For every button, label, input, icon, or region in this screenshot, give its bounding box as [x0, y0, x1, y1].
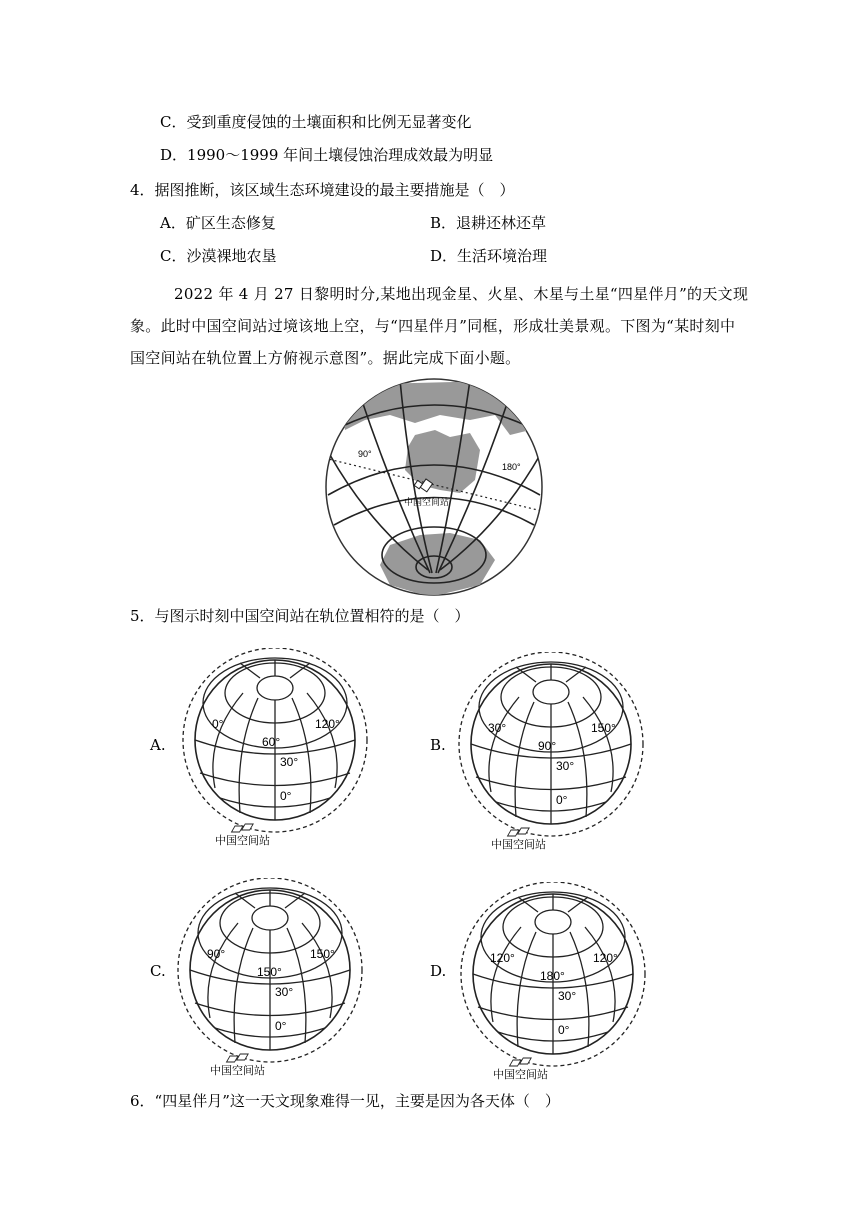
q3-option-c: C．受到重度侵蚀的土壤面积和比例无显著变化: [160, 113, 472, 131]
q4-option-c: C．沙漠裸地农垦: [160, 247, 277, 265]
lat-label-30: 30°: [556, 759, 575, 773]
main-globe-figure: [320, 375, 550, 597]
lat-label-30: 30°: [558, 989, 577, 1003]
option-globe: [180, 648, 370, 848]
passage: 2022 年 4 月 27 日黎明时分,某地出现金星、火星、木星与土星“四星伴月”的天文现象。此时中国空间站过境该地上空，与“四星伴月”同框，形成壮美景观。下图为“某时刻中国空间站在轨位置上方俯视示意图”。据此完成下面小题。: [130, 285, 749, 367]
lat-label-0: 0°: [280, 789, 292, 803]
lat-label-30: 30°: [280, 755, 299, 769]
lat-label-0: 0°: [275, 1019, 287, 1033]
q4-option-b: B．退耕还林还草: [430, 214, 547, 232]
lon-label-center: 60°: [262, 735, 281, 749]
option-letter: C.: [150, 962, 166, 980]
lon-label-right: 120°: [593, 951, 618, 965]
option-globe: [175, 878, 365, 1078]
option-letter: D.: [430, 962, 447, 980]
lat-label-0: 0°: [556, 793, 568, 807]
lon-label-right: 120°: [315, 717, 340, 731]
space-station-icon: [510, 1058, 532, 1066]
lat-label-0: 0°: [558, 1023, 570, 1037]
lon-label-left: 120°: [490, 951, 515, 965]
space-station-icon: [508, 828, 530, 836]
main-label-90: 90°: [358, 449, 372, 459]
option-letter: B.: [430, 736, 446, 754]
lon-label-left: 30°: [488, 721, 507, 735]
space-station-icon: [232, 824, 254, 832]
q3-option-d: D．1990～1999 年间土壤侵蚀治理成效最为明显: [160, 146, 494, 164]
option-globe: [458, 882, 648, 1082]
lon-label-right: 150°: [591, 721, 616, 735]
lon-label-right: 150°: [310, 947, 335, 961]
lon-label-left: 0°: [212, 717, 224, 731]
q5-stem: 5．与图示时刻中国空间站在轨位置相符的是（ ）: [130, 607, 470, 625]
q6-stem: 6．“四星伴月”这一天文现象难得一见，主要是因为各天体（ ）: [130, 1092, 560, 1110]
option-globe: [456, 652, 646, 852]
station-label: 中国空间站: [491, 839, 546, 851]
station-label: 中国空间站: [493, 1069, 548, 1081]
main-station-label: 中国空间站: [404, 497, 450, 507]
q4-option-a: A．矿区生态修复: [160, 214, 276, 232]
lon-label-center: 150°: [257, 965, 282, 979]
main-label-180: 180°: [502, 462, 521, 472]
station-label: 中国空间站: [215, 835, 270, 847]
q4-option-d: D．生活环境治理: [430, 247, 548, 265]
lon-label-center: 90°: [538, 739, 557, 753]
lon-label-left: 90°: [207, 947, 226, 961]
station-label: 中国空间站: [210, 1065, 265, 1077]
lat-label-30: 30°: [275, 985, 294, 999]
space-station-icon: [227, 1054, 249, 1062]
lon-label-center: 180°: [540, 969, 565, 983]
option-letter: A.: [150, 736, 166, 754]
q4-stem: 4．据图推断，该区域生态环境建设的最主要措施是（ ）: [130, 181, 515, 199]
